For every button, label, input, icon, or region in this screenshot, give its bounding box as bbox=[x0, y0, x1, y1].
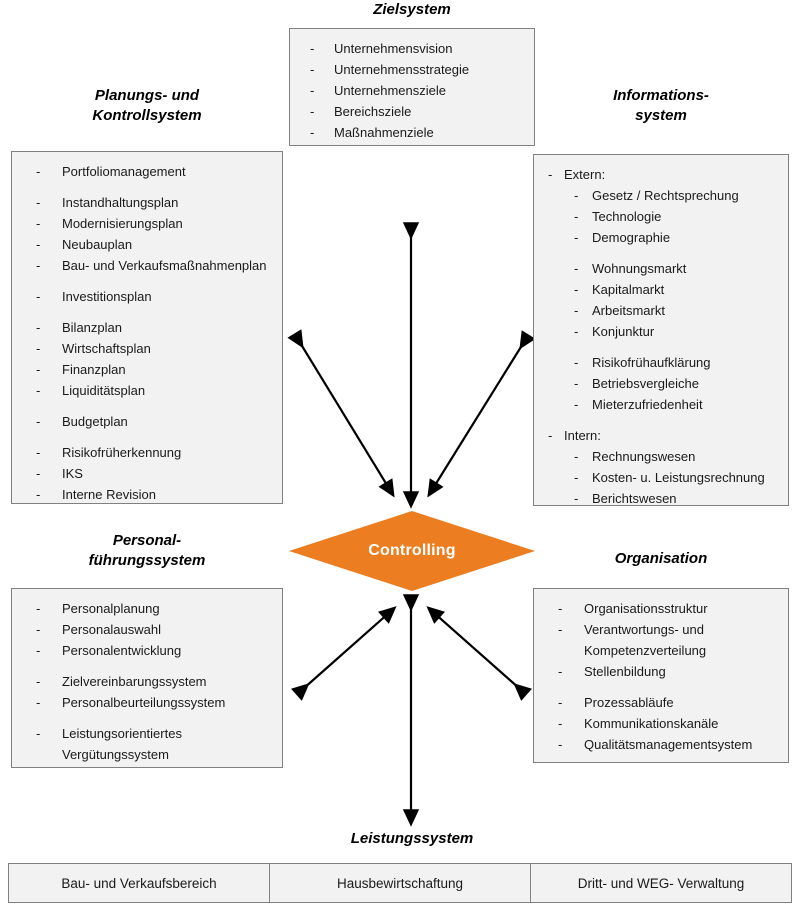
dash-bullet: - bbox=[36, 695, 41, 710]
list-item bbox=[300, 80, 526, 101]
dash-bullet: - bbox=[36, 601, 41, 616]
zielsystem-box bbox=[289, 28, 535, 146]
dash-bullet: - bbox=[36, 726, 41, 741]
dash-bullet: - bbox=[548, 428, 553, 443]
dash-bullet: - bbox=[310, 104, 315, 119]
dash-bullet: - bbox=[36, 674, 41, 689]
dash-bullet: - bbox=[574, 303, 579, 318]
list-item-label: Personalbeurteilungssystem bbox=[62, 695, 226, 710]
dash-bullet: - bbox=[574, 230, 579, 245]
dash-bullet: - bbox=[574, 449, 579, 464]
leistungssystem-row bbox=[8, 863, 792, 903]
list-item bbox=[22, 317, 274, 338]
list-item-label: Rechnungswesen bbox=[592, 449, 696, 464]
list-item bbox=[544, 692, 780, 713]
list-item bbox=[22, 286, 274, 307]
dash-bullet: - bbox=[36, 237, 41, 252]
list-item-label: Neubauplan bbox=[62, 237, 133, 252]
dash-bullet: - bbox=[310, 83, 315, 98]
leistungssystem-cell-bau: Bau- und Verkaufsbereich bbox=[8, 863, 270, 903]
list-item bbox=[544, 425, 780, 446]
list-item-label: Qualitätsmanagementsystem bbox=[584, 737, 753, 752]
list-item bbox=[300, 59, 526, 80]
informationssystem-title-line1: Informations- bbox=[613, 87, 709, 104]
dash-bullet: - bbox=[36, 341, 41, 356]
list-item bbox=[22, 598, 274, 619]
dash-bullet: - bbox=[574, 491, 579, 506]
list-item bbox=[544, 640, 780, 661]
list-item bbox=[300, 101, 526, 122]
list-item-label: Modernisierungsplan bbox=[62, 216, 183, 231]
list-item-label: Zielvereinbarungssystem bbox=[62, 674, 207, 689]
list-item bbox=[300, 38, 526, 59]
list-item bbox=[544, 279, 780, 300]
dash-bullet: - bbox=[574, 470, 579, 485]
list-item bbox=[544, 321, 780, 342]
list-item-label: Kapitalmarkt bbox=[592, 282, 665, 297]
list-item-label: Gesetz / Rechtsprechung bbox=[592, 188, 739, 203]
list-item-label: Organisationsstruktur bbox=[584, 601, 708, 616]
list-item-label: Mieterzufriedenheit bbox=[592, 397, 703, 412]
list-item bbox=[22, 671, 274, 692]
list-item bbox=[22, 484, 274, 505]
list-item-label: Technologie bbox=[592, 209, 662, 224]
list-item bbox=[544, 206, 780, 227]
list-item-label: Risikofrühaufklärung bbox=[592, 355, 711, 370]
dash-bullet: - bbox=[36, 320, 41, 335]
list-item bbox=[544, 734, 780, 755]
list-item-label: Leistungsorientiertes bbox=[62, 726, 182, 741]
organisation-box bbox=[533, 588, 789, 763]
list-item-label: Konjunktur bbox=[592, 324, 655, 339]
list-item-label: Vergütungssystem bbox=[62, 747, 169, 762]
list-item-label: Intern: bbox=[564, 428, 601, 443]
list-item bbox=[544, 446, 780, 467]
controlling-node[interactable] bbox=[289, 511, 535, 591]
dash-bullet: - bbox=[574, 397, 579, 412]
dash-bullet: - bbox=[558, 664, 563, 679]
list-item-label: Finanzplan bbox=[62, 362, 126, 377]
list-item bbox=[22, 463, 274, 484]
dash-bullet: - bbox=[558, 695, 563, 710]
dash-bullet: - bbox=[36, 195, 41, 210]
dash-bullet: - bbox=[36, 643, 41, 658]
list-item-label: Risikofrüherkennung bbox=[62, 445, 182, 460]
list-item bbox=[22, 213, 274, 234]
dash-bullet: - bbox=[36, 289, 41, 304]
list-item-label: Verantwortungs- und bbox=[584, 622, 704, 637]
list-item-label: Maßnahmenziele bbox=[334, 125, 434, 140]
list-item-label: Berichtswesen bbox=[592, 491, 677, 506]
dash-bullet: - bbox=[574, 188, 579, 203]
list-item bbox=[22, 380, 274, 401]
dash-bullet: - bbox=[574, 209, 579, 224]
list-item-label: Personalauswahl bbox=[62, 622, 162, 637]
list-item-label: Liquiditätsplan bbox=[62, 383, 146, 398]
list-item bbox=[22, 411, 274, 432]
zielsystem-list bbox=[300, 38, 526, 143]
list-item-label: Wirtschaftsplan bbox=[62, 341, 151, 356]
organisation-list bbox=[544, 598, 780, 755]
list-item-label: Stellenbildung bbox=[584, 664, 666, 679]
list-item bbox=[22, 619, 274, 640]
list-item bbox=[22, 192, 274, 213]
informationssystem-list bbox=[544, 164, 780, 509]
dash-bullet: - bbox=[558, 716, 563, 731]
zielsystem-title: Zielsystem bbox=[373, 1, 451, 18]
list-item bbox=[544, 258, 780, 279]
list-item-label: Unternehmensziele bbox=[334, 83, 447, 98]
list-item-label: Unternehmensstrategie bbox=[334, 62, 470, 77]
dash-bullet: - bbox=[36, 258, 41, 273]
planungssystem-title-line2: Kontrollsystem bbox=[92, 107, 202, 124]
list-item-label: Bau- und Verkaufsmaßnahmenplan bbox=[62, 258, 267, 273]
leistungssystem-cell-verwaltung: Dritt- und WEG- Verwaltung bbox=[530, 863, 792, 903]
list-item bbox=[544, 227, 780, 248]
list-item-label: Betriebsvergleiche bbox=[592, 376, 699, 391]
controlling-label: Controlling bbox=[368, 542, 456, 559]
list-item-label: Wohnungsmarkt bbox=[592, 261, 687, 276]
list-item bbox=[22, 692, 274, 713]
planungssystem-title-line1: Planungs- und bbox=[94, 87, 200, 104]
list-item-label: Kompetenzverteilung bbox=[584, 643, 707, 658]
dash-bullet: - bbox=[558, 622, 563, 637]
list-item-label: Portfoliomanagement bbox=[62, 164, 186, 179]
list-item-label: Unternehmensvision bbox=[334, 41, 453, 56]
list-item-label: Kosten- u. Leistungsrechnung bbox=[592, 470, 765, 485]
list-item-label: Budgetplan bbox=[62, 414, 128, 429]
dash-bullet: - bbox=[36, 445, 41, 460]
list-item bbox=[300, 122, 526, 143]
dash-bullet: - bbox=[36, 487, 41, 502]
list-item bbox=[544, 661, 780, 682]
list-item bbox=[544, 164, 780, 185]
dash-bullet: - bbox=[548, 167, 553, 182]
personalfuehrungssystem-title-line2: führungssystem bbox=[88, 552, 206, 569]
list-item bbox=[544, 394, 780, 415]
leistungssystem-cell-hausbewirtschaftung: Hausbewirtschaftung bbox=[269, 863, 531, 903]
list-item-label: Interne Revision bbox=[62, 487, 156, 502]
list-item bbox=[22, 723, 274, 744]
list-item bbox=[22, 442, 274, 463]
list-item bbox=[22, 338, 274, 359]
list-item bbox=[22, 640, 274, 661]
planungssystem-box bbox=[11, 151, 283, 504]
planungssystem-list bbox=[22, 161, 274, 505]
list-item-label: Personalplanung bbox=[62, 601, 160, 616]
list-item bbox=[544, 598, 780, 619]
list-item bbox=[22, 161, 274, 182]
list-item-label: Investitionsplan bbox=[62, 289, 152, 304]
list-item bbox=[544, 185, 780, 206]
dash-bullet: - bbox=[558, 737, 563, 752]
informationssystem-box bbox=[533, 154, 789, 506]
list-item-label: Demographie bbox=[592, 230, 671, 245]
leistungssystem-title: Leistungssystem bbox=[350, 830, 474, 847]
list-item-label: Bereichsziele bbox=[334, 104, 412, 119]
dash-bullet: - bbox=[36, 164, 41, 179]
planungssystem-title bbox=[11, 86, 283, 126]
list-item bbox=[22, 744, 274, 765]
list-item-label: Instandhaltungsplan bbox=[62, 195, 179, 210]
list-item-label: Extern: bbox=[564, 167, 606, 182]
personalfuehrungssystem-list bbox=[22, 598, 274, 765]
dash-bullet: - bbox=[36, 466, 41, 481]
dash-bullet: - bbox=[310, 41, 315, 56]
personalfuehrungssystem-box bbox=[11, 588, 283, 768]
dash-bullet: - bbox=[310, 125, 315, 140]
list-item bbox=[22, 255, 274, 276]
list-item bbox=[544, 713, 780, 734]
dash-bullet: - bbox=[574, 261, 579, 276]
list-item bbox=[544, 488, 780, 509]
list-item-label: Bilanzplan bbox=[62, 320, 122, 335]
dash-bullet: - bbox=[36, 216, 41, 231]
list-item-label: Arbeitsmarkt bbox=[592, 303, 665, 318]
dash-bullet: - bbox=[574, 282, 579, 297]
dash-bullet: - bbox=[574, 376, 579, 391]
dash-bullet: - bbox=[36, 383, 41, 398]
dash-bullet: - bbox=[574, 324, 579, 339]
personalfuehrungssystem-title bbox=[11, 531, 283, 571]
list-item-label: Prozessabläufe bbox=[584, 695, 674, 710]
informationssystem-title-line2: system bbox=[635, 107, 687, 124]
organisation-title: Organisation bbox=[614, 550, 708, 567]
list-item-label: IKS bbox=[62, 466, 83, 481]
list-item bbox=[544, 300, 780, 321]
dash-bullet: - bbox=[36, 622, 41, 637]
list-item bbox=[22, 234, 274, 255]
list-item bbox=[22, 359, 274, 380]
dash-bullet: - bbox=[574, 355, 579, 370]
dash-bullet: - bbox=[36, 362, 41, 377]
list-item bbox=[544, 373, 780, 394]
dash-bullet: - bbox=[558, 601, 563, 616]
list-item-label: Personalentwicklung bbox=[62, 643, 182, 658]
list-item bbox=[544, 352, 780, 373]
personalfuehrungssystem-title-line1: Personal- bbox=[112, 532, 182, 549]
dash-bullet: - bbox=[310, 62, 315, 77]
list-item-label: Kommunikationskanäle bbox=[584, 716, 719, 731]
list-item bbox=[544, 467, 780, 488]
list-item bbox=[544, 619, 780, 640]
dash-bullet: - bbox=[36, 414, 41, 429]
informationssystem-title bbox=[533, 86, 789, 126]
